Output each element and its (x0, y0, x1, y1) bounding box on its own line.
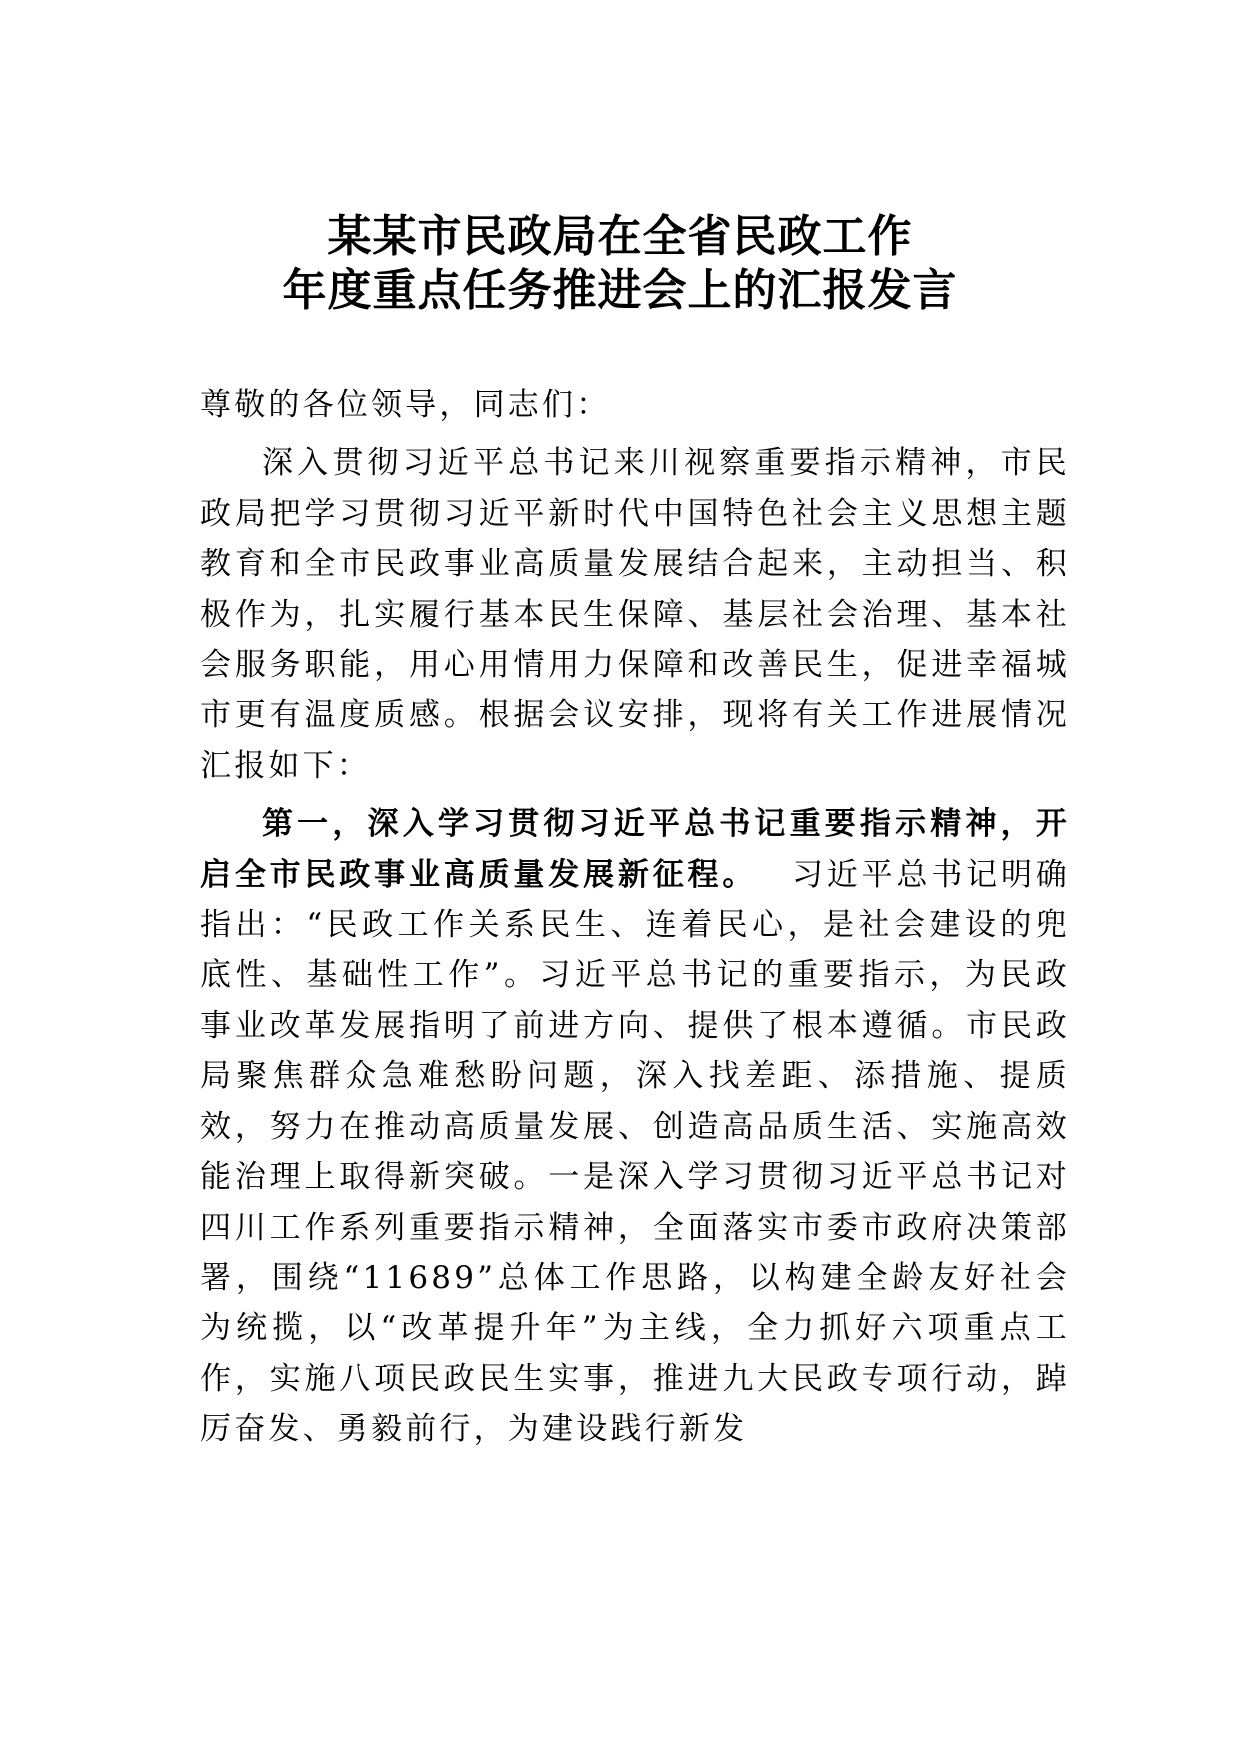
document-body (200, 380, 1070, 1455)
intro-paragraph: 深入贯彻习近平总书记来川视察重要指示精神，市民政局把学习贯彻习近平新时代中国特色社会主义思想主题教育和全市民政事业高质量发展结合起来，主动担当、积极作为，扎实履行基本民生保障、基层社会治理、基本社会服务职能，用心用情用力保障和改善民生，促进幸福城市更有温度质感。根据会议安排，现将有关工作进展情况汇报如下： (200, 445, 1070, 784)
title-line-1: 某某市民政局在全省民政工作 (327, 211, 913, 262)
document-title (100, 210, 1140, 318)
section-1-paragraph (200, 799, 1070, 1454)
salutation: 尊敬的各位领导，同志们： (200, 387, 611, 423)
section-1-heading: 第一，深入学习贯彻习近平总书记重要指示精神，开启全市民政事业高质量发展新征程。 (200, 806, 1070, 893)
section-1-body: 习近平总书记明确指出：“民政工作关系民生、连着民心，是社会建设的兜底性、基础性工作”。习近平总书记的重要指示，为民政事业改革发展指明了前进方向、提供了根本遵循。市民政局聚焦群众急难愁盼问题，深入找差距、添措施、提质效，努力在推动高质量发展、创造高品质生活、实施高效能治理上取得新突破。一是深入学习贯彻习近平总书记对四川工作系列重要指示精神，全面落实市委市政府决策部署，围绕“11689”总体工作思路，以构建全龄友好社会为统揽，以“改革提升年”为主线，全力抓好六项重点工作，实施八项民政民生实事，推进九大民政专项行动，踔厉奋发、勇毅前行，为建设践行新发 (200, 856, 1071, 1448)
section-1-spacer (757, 857, 791, 893)
title-line-2: 年度重点任务推进会上的汇报发言 (282, 265, 958, 316)
